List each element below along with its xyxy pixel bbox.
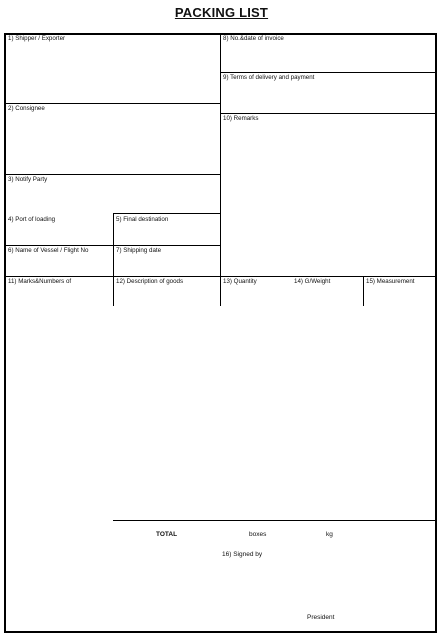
invoice-field[interactable] xyxy=(222,46,434,71)
final-destination-label: 5) Final destination xyxy=(116,216,169,223)
final-destination-field[interactable] xyxy=(114,225,219,244)
signed-by-label: 16) Signed by xyxy=(222,551,263,558)
shipper-bottom-line xyxy=(4,103,221,104)
marks-numbers-label: 11) Marks&Numbers of xyxy=(8,278,72,285)
signature-field[interactable] xyxy=(222,563,434,613)
consignee-label: 2) Consignee xyxy=(8,105,45,112)
gweight-label: 14) G/Weight xyxy=(294,278,331,285)
shipping-date-label: 7) Shipping date xyxy=(116,247,162,254)
vessel-flight-field[interactable] xyxy=(6,256,112,275)
consignee-field[interactable] xyxy=(6,116,219,173)
terms-bottom-line xyxy=(220,113,437,114)
boxes-label: boxes xyxy=(249,531,267,538)
kg-label: kg xyxy=(326,531,333,538)
terms-field[interactable] xyxy=(222,85,434,112)
measurement-label: 15) Measurement xyxy=(366,278,415,285)
notify-party-field[interactable] xyxy=(6,187,219,212)
loading-top-line xyxy=(113,213,221,214)
bottom-border xyxy=(4,631,437,633)
section-divider-line xyxy=(4,276,437,277)
total-label: TOTAL xyxy=(156,531,178,538)
notify-bottom-line xyxy=(4,245,221,246)
notify-party-label: 3) Notify Party xyxy=(8,176,48,183)
vessel-flight-label: 6) Name of Vessel / Flight No xyxy=(8,247,89,254)
quantity-label: 13) Quantity xyxy=(223,278,257,285)
shipper-label: 1) Shipper / Exporter xyxy=(8,35,66,42)
total-top-line xyxy=(113,520,437,521)
terms-label: 9) Terms of delivery and payment xyxy=(223,74,315,81)
shipping-date-field[interactable] xyxy=(114,256,219,275)
main-vertical-divider xyxy=(220,33,221,306)
remarks-field[interactable] xyxy=(222,126,434,275)
document-title: PACKING LIST xyxy=(174,5,269,20)
right-border xyxy=(435,33,437,633)
shipper-field[interactable] xyxy=(6,46,219,102)
remarks-label: 10) Remarks xyxy=(223,115,259,122)
invoice-label: 8) No.&date of invoice xyxy=(223,35,284,42)
port-of-loading-field[interactable] xyxy=(6,225,112,244)
president-label: President xyxy=(307,614,335,621)
description-goods-label: 12) Description of goods xyxy=(116,278,184,285)
goods-table-field[interactable] xyxy=(6,290,434,518)
port-of-loading-label: 4) Port of loading xyxy=(8,216,56,223)
invoice-bottom-line xyxy=(220,72,437,73)
consignee-bottom-line xyxy=(4,174,221,175)
